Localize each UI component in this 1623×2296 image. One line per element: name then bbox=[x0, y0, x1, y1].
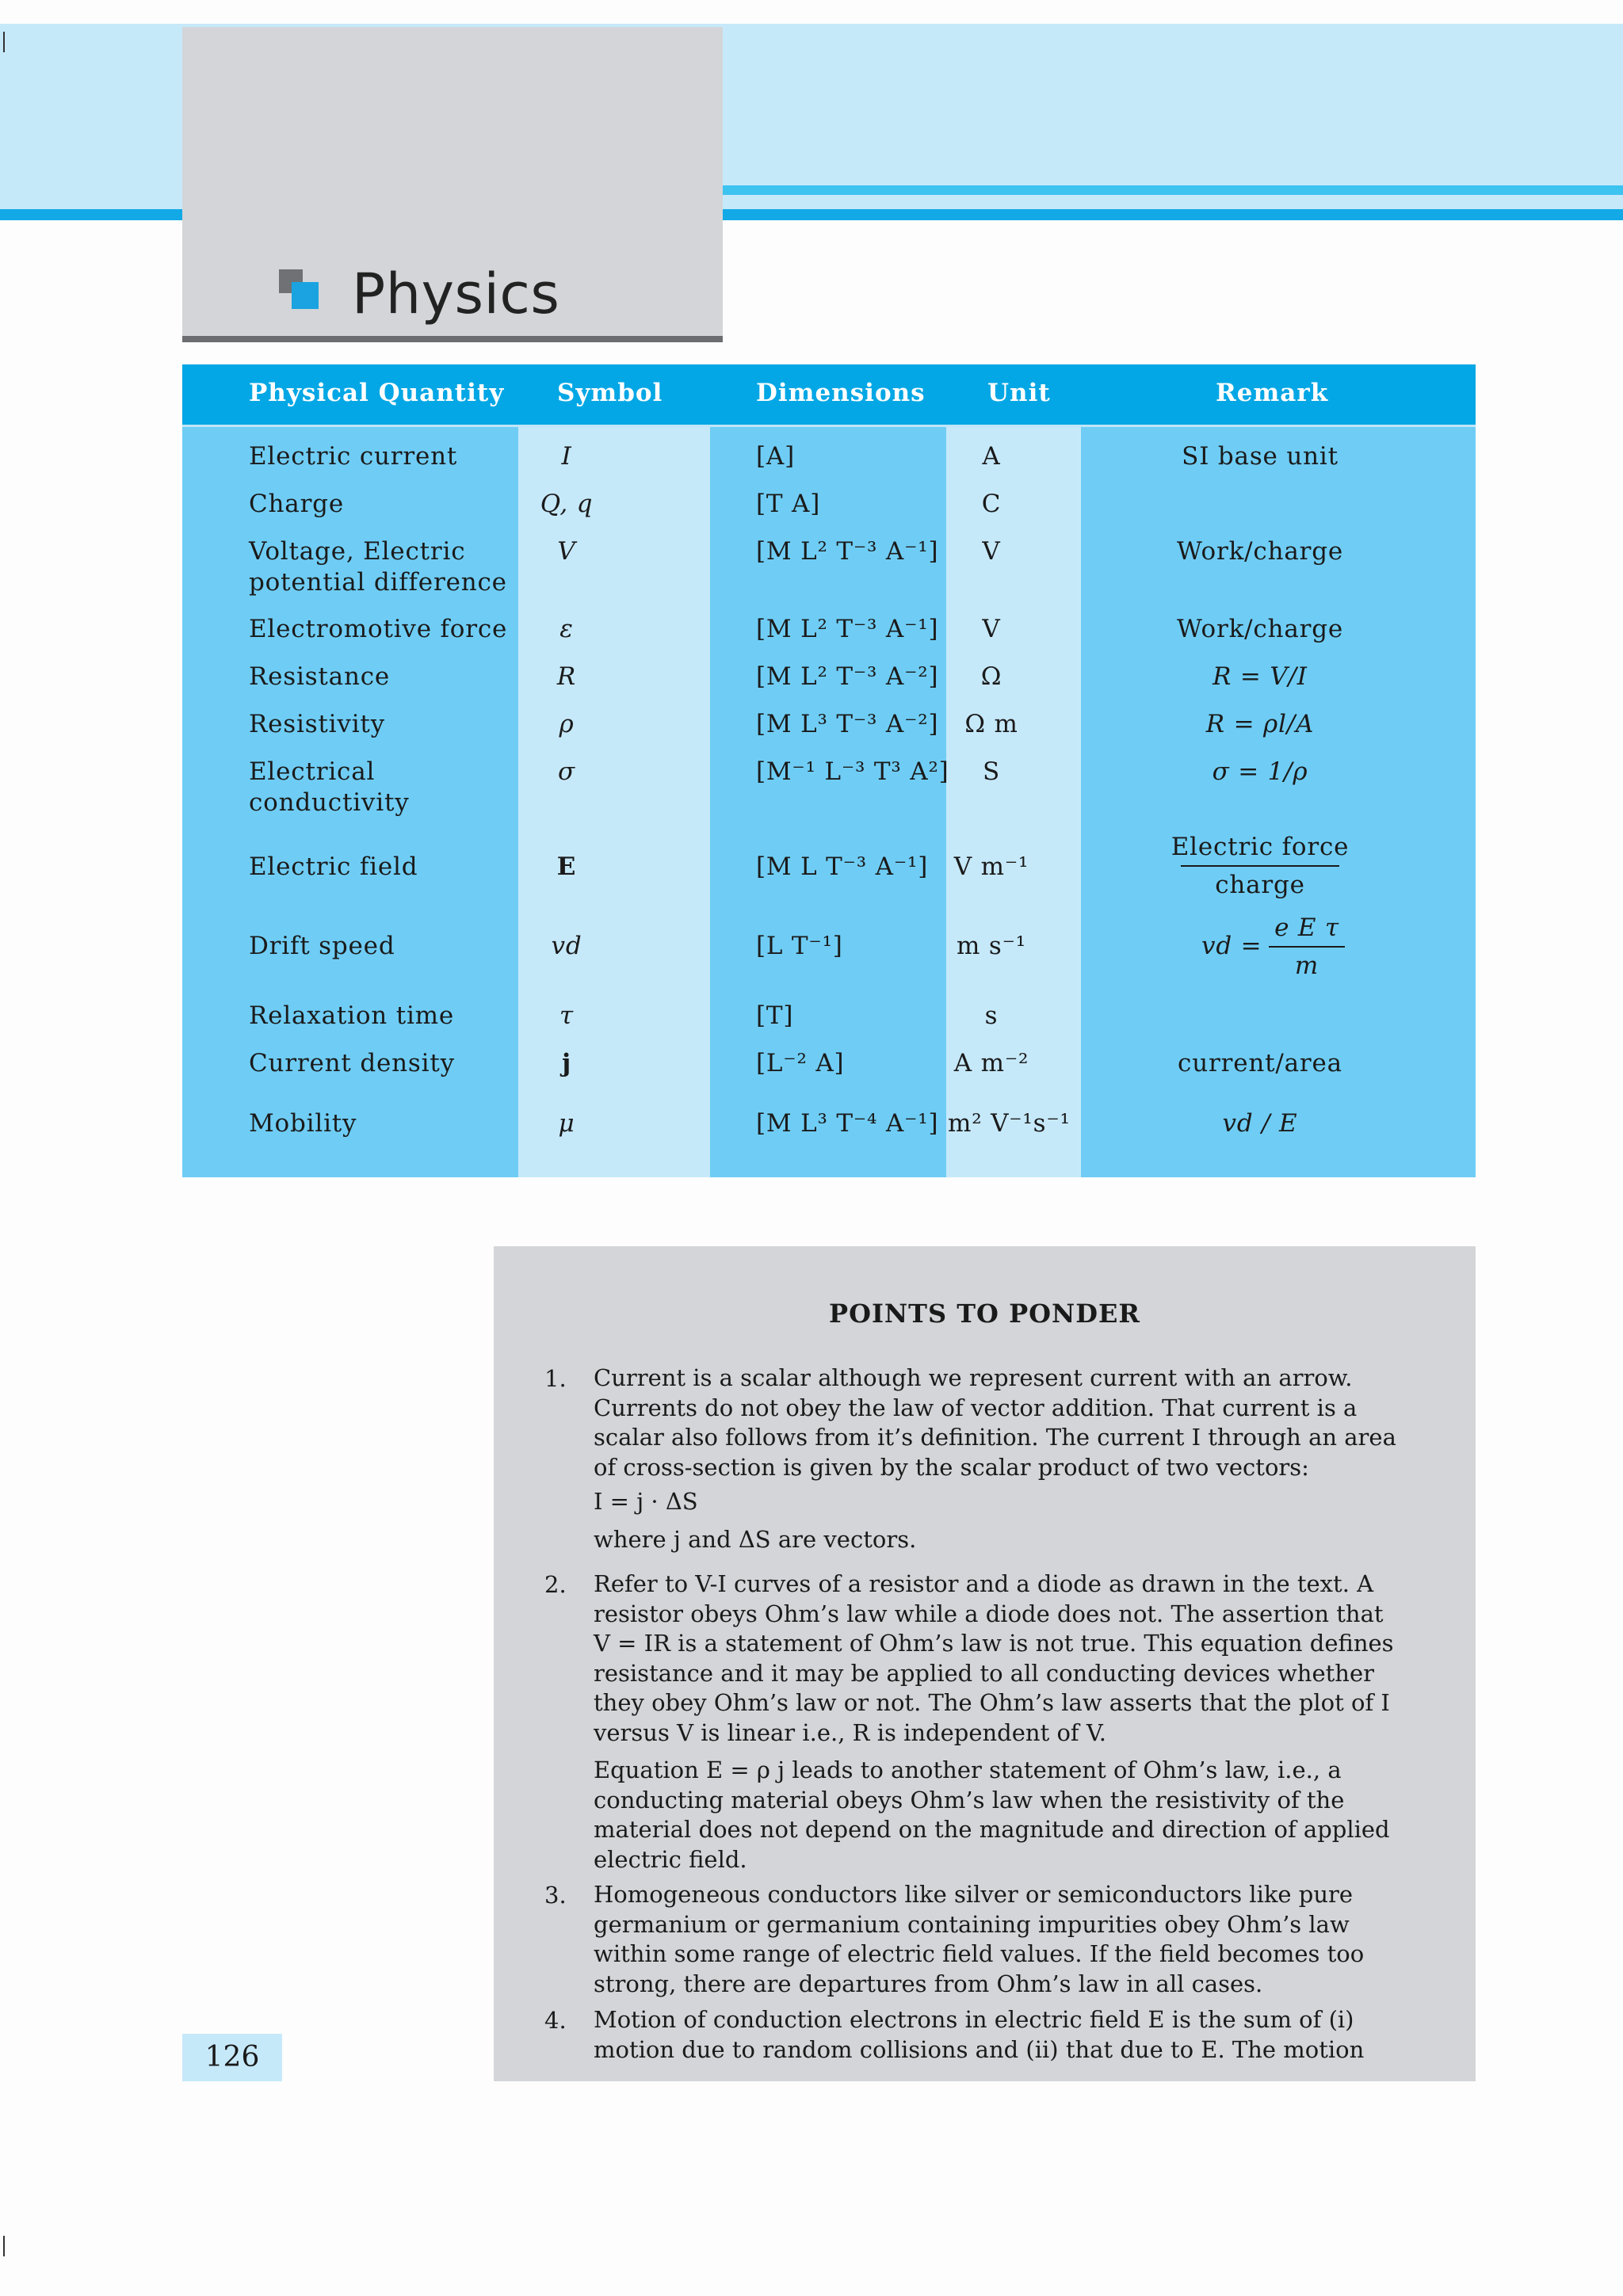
cell-unit: m² V⁻¹s⁻¹ bbox=[948, 1109, 1071, 1138]
item-number: 2. bbox=[544, 1571, 567, 1598]
item-number: 3. bbox=[544, 1882, 567, 1909]
cell-unit: m s⁻¹ bbox=[957, 932, 1026, 960]
cell-unit: A bbox=[982, 442, 1001, 471]
crop-mark bbox=[3, 32, 5, 52]
item-line: within some range of electric field values. If the field becomes too bbox=[594, 1940, 1365, 1967]
item-line: motion due to random collisions and (ii) that due to E. The motion bbox=[594, 2035, 1365, 2063]
item-note: where j and ΔS are vectors. bbox=[594, 1525, 917, 1553]
item-line: they obey Ohm’s law or not. The Ohm’s law asserts that the plot of I bbox=[594, 1689, 1390, 1716]
item-line: Currents do not obey the law of vector addition. That current is a bbox=[594, 1394, 1358, 1421]
cell-symbol: ρ bbox=[559, 710, 575, 738]
fraction-denominator: m bbox=[1294, 952, 1319, 980]
cell-unit: C bbox=[981, 490, 1002, 518]
list-item bbox=[594, 1880, 1429, 1999]
fraction-bar bbox=[1269, 946, 1345, 948]
cell-unit: Ω m bbox=[964, 710, 1018, 738]
crop-mark bbox=[3, 2236, 5, 2256]
fraction-numerator: Electric force bbox=[1170, 833, 1350, 861]
page-number: 126 bbox=[182, 2034, 282, 2081]
item-line: resistance and it may be applied to all conducting devices whether bbox=[594, 1659, 1374, 1687]
list-item bbox=[594, 2005, 1429, 2065]
column-header-symbol: Symbol bbox=[557, 379, 663, 407]
logo-square-accent-icon bbox=[292, 282, 319, 309]
cell-quantity: Resistance bbox=[249, 662, 391, 691]
cell-symbol: ε bbox=[559, 615, 574, 643]
item-line: strong, there are departures from Ohm’s law in all cases. bbox=[594, 1970, 1263, 1997]
cell-remark: R = ρl/A bbox=[1205, 710, 1315, 738]
cell-quantity: Mobility bbox=[249, 1109, 357, 1138]
cell-symbol: τ bbox=[559, 1001, 574, 1030]
table-header-rule bbox=[182, 425, 1476, 427]
header-stripe bbox=[723, 185, 1623, 195]
column-header-remark: Remark bbox=[1216, 379, 1329, 407]
fraction-denominator: charge bbox=[1215, 871, 1305, 899]
item-line: germanium or germanium containing impurities obey Ohm’s law bbox=[594, 1910, 1350, 1938]
cell-dimensions: [M L² T⁻³ A⁻²] bbox=[756, 662, 939, 691]
cell-dimensions: [M⁻¹ L⁻³ T³ A²] bbox=[756, 757, 949, 786]
item-line: material does not depend on the magnitude and direction of applied bbox=[594, 1816, 1390, 1843]
table-header bbox=[182, 364, 1476, 425]
item-line: Equation E = ρ j leads to another statement of Ohm’s law, i.e., a bbox=[594, 1756, 1342, 1783]
cell-symbol: I bbox=[561, 442, 572, 471]
cell-quantity: potential difference bbox=[249, 568, 507, 597]
cell-dimensions: [M L³ T⁻⁴ A⁻¹] bbox=[756, 1109, 939, 1138]
page-title: Physics bbox=[352, 261, 560, 326]
cell-quantity: Resistivity bbox=[249, 710, 385, 738]
cell-unit: V bbox=[982, 537, 1001, 566]
cell-remark: σ = 1/ρ bbox=[1212, 757, 1308, 786]
list-item bbox=[594, 1569, 1429, 1875]
fraction-numerator: e E τ bbox=[1274, 913, 1339, 942]
cell-remark-lhs: vd = bbox=[1201, 932, 1262, 960]
item-line: of cross-section is given by the scalar product of two vectors: bbox=[594, 1453, 1309, 1481]
item-line: V = IR is a statement of Ohm’s law is not true. This equation defines bbox=[594, 1630, 1394, 1657]
cell-symbol: σ bbox=[558, 757, 575, 786]
quantities-table bbox=[182, 364, 1476, 1177]
cell-remark-fraction bbox=[1263, 913, 1350, 981]
cell-quantity: Electric field bbox=[249, 852, 418, 881]
cell-quantity: Drift speed bbox=[249, 932, 395, 960]
cell-dimensions: [M L² T⁻³ A⁻¹] bbox=[756, 615, 939, 643]
item-number: 1. bbox=[544, 1365, 567, 1392]
cell-dimensions: [L T⁻¹] bbox=[756, 932, 843, 960]
cell-dimensions: [M L³ T⁻³ A⁻²] bbox=[756, 710, 939, 738]
item-line: versus V is linear i.e., R is independent of V. bbox=[594, 1718, 1106, 1746]
equation: I = j · ΔS bbox=[594, 1488, 698, 1515]
item-line: electric field. bbox=[594, 1845, 747, 1873]
cell-quantity: Charge bbox=[249, 490, 344, 518]
cell-quantity: conductivity bbox=[249, 788, 410, 817]
item-line: scalar also follows from it’s definition. The current I through an area bbox=[594, 1424, 1396, 1451]
cell-dimensions: [L⁻² A] bbox=[756, 1049, 845, 1077]
cell-quantity: Electrical bbox=[249, 757, 376, 786]
cell-quantity: Electric current bbox=[249, 442, 458, 471]
section-title: POINTS TO PONDER bbox=[829, 1299, 1140, 1329]
cell-unit: V bbox=[982, 615, 1001, 643]
cell-remark: Work/charge bbox=[1176, 615, 1344, 643]
cell-remark: R = V/I bbox=[1212, 662, 1308, 691]
cell-symbol: V bbox=[557, 537, 576, 566]
cell-symbol: μ bbox=[558, 1109, 575, 1138]
fraction-bar bbox=[1181, 865, 1339, 867]
cell-quantity: Relaxation time bbox=[249, 1001, 455, 1030]
cell-dimensions: [T A] bbox=[756, 490, 821, 518]
cell-remark-fraction bbox=[1094, 832, 1426, 900]
item-line: resistor obeys Ohm’s law while a diode does not. The assertion that bbox=[594, 1600, 1384, 1627]
cell-dimensions: [M L T⁻³ A⁻¹] bbox=[756, 852, 929, 881]
item-line: Current is a scalar although we represent current with an arrow. bbox=[594, 1364, 1353, 1391]
cell-remark: SI base unit bbox=[1182, 442, 1338, 471]
cell-symbol: j bbox=[561, 1049, 572, 1077]
cell-quantity: Voltage, Electric bbox=[249, 537, 466, 566]
cell-symbol: Q, q bbox=[540, 490, 594, 518]
cell-remark: vd / E bbox=[1222, 1109, 1298, 1138]
cell-dimensions: [A] bbox=[756, 442, 795, 471]
cell-remark: Work/charge bbox=[1176, 537, 1344, 566]
chapter-title-underline bbox=[182, 336, 723, 342]
cell-dimensions: [T] bbox=[756, 1001, 794, 1030]
cell-unit: S bbox=[982, 757, 1001, 786]
cell-unit: Ω bbox=[980, 662, 1002, 691]
points-to-ponder-box bbox=[494, 1246, 1476, 2081]
cell-dimensions: [M L² T⁻³ A⁻¹] bbox=[756, 537, 939, 566]
cell-unit: s bbox=[984, 1001, 999, 1030]
column-header-unit: Unit bbox=[987, 379, 1051, 407]
column-header-dimensions: Dimensions bbox=[756, 379, 926, 407]
column-header-quantity: Physical Quantity bbox=[249, 379, 505, 407]
item-line: Homogeneous conductors like silver or semiconductors like pure bbox=[594, 1881, 1354, 1908]
cell-symbol: R bbox=[556, 662, 577, 691]
item-line: Motion of conduction electrons in electric field E is the sum of (i) bbox=[594, 2006, 1354, 2033]
cell-symbol: E bbox=[556, 852, 577, 881]
list-item bbox=[594, 1363, 1429, 1554]
item-number: 4. bbox=[544, 2007, 567, 2034]
cell-unit: A m⁻² bbox=[953, 1049, 1029, 1077]
item-line: conducting material obeys Ohm’s law when the resistivity of the bbox=[594, 1786, 1345, 1814]
cell-unit: V m⁻¹ bbox=[953, 852, 1029, 881]
cell-symbol: vd bbox=[551, 932, 582, 960]
item-line: Refer to V-I curves of a resistor and a diode as drawn in the text. A bbox=[594, 1570, 1374, 1597]
cell-quantity: Electromotive force bbox=[249, 615, 508, 643]
cell-quantity: Current density bbox=[249, 1049, 455, 1077]
cell-remark: current/area bbox=[1178, 1049, 1342, 1077]
